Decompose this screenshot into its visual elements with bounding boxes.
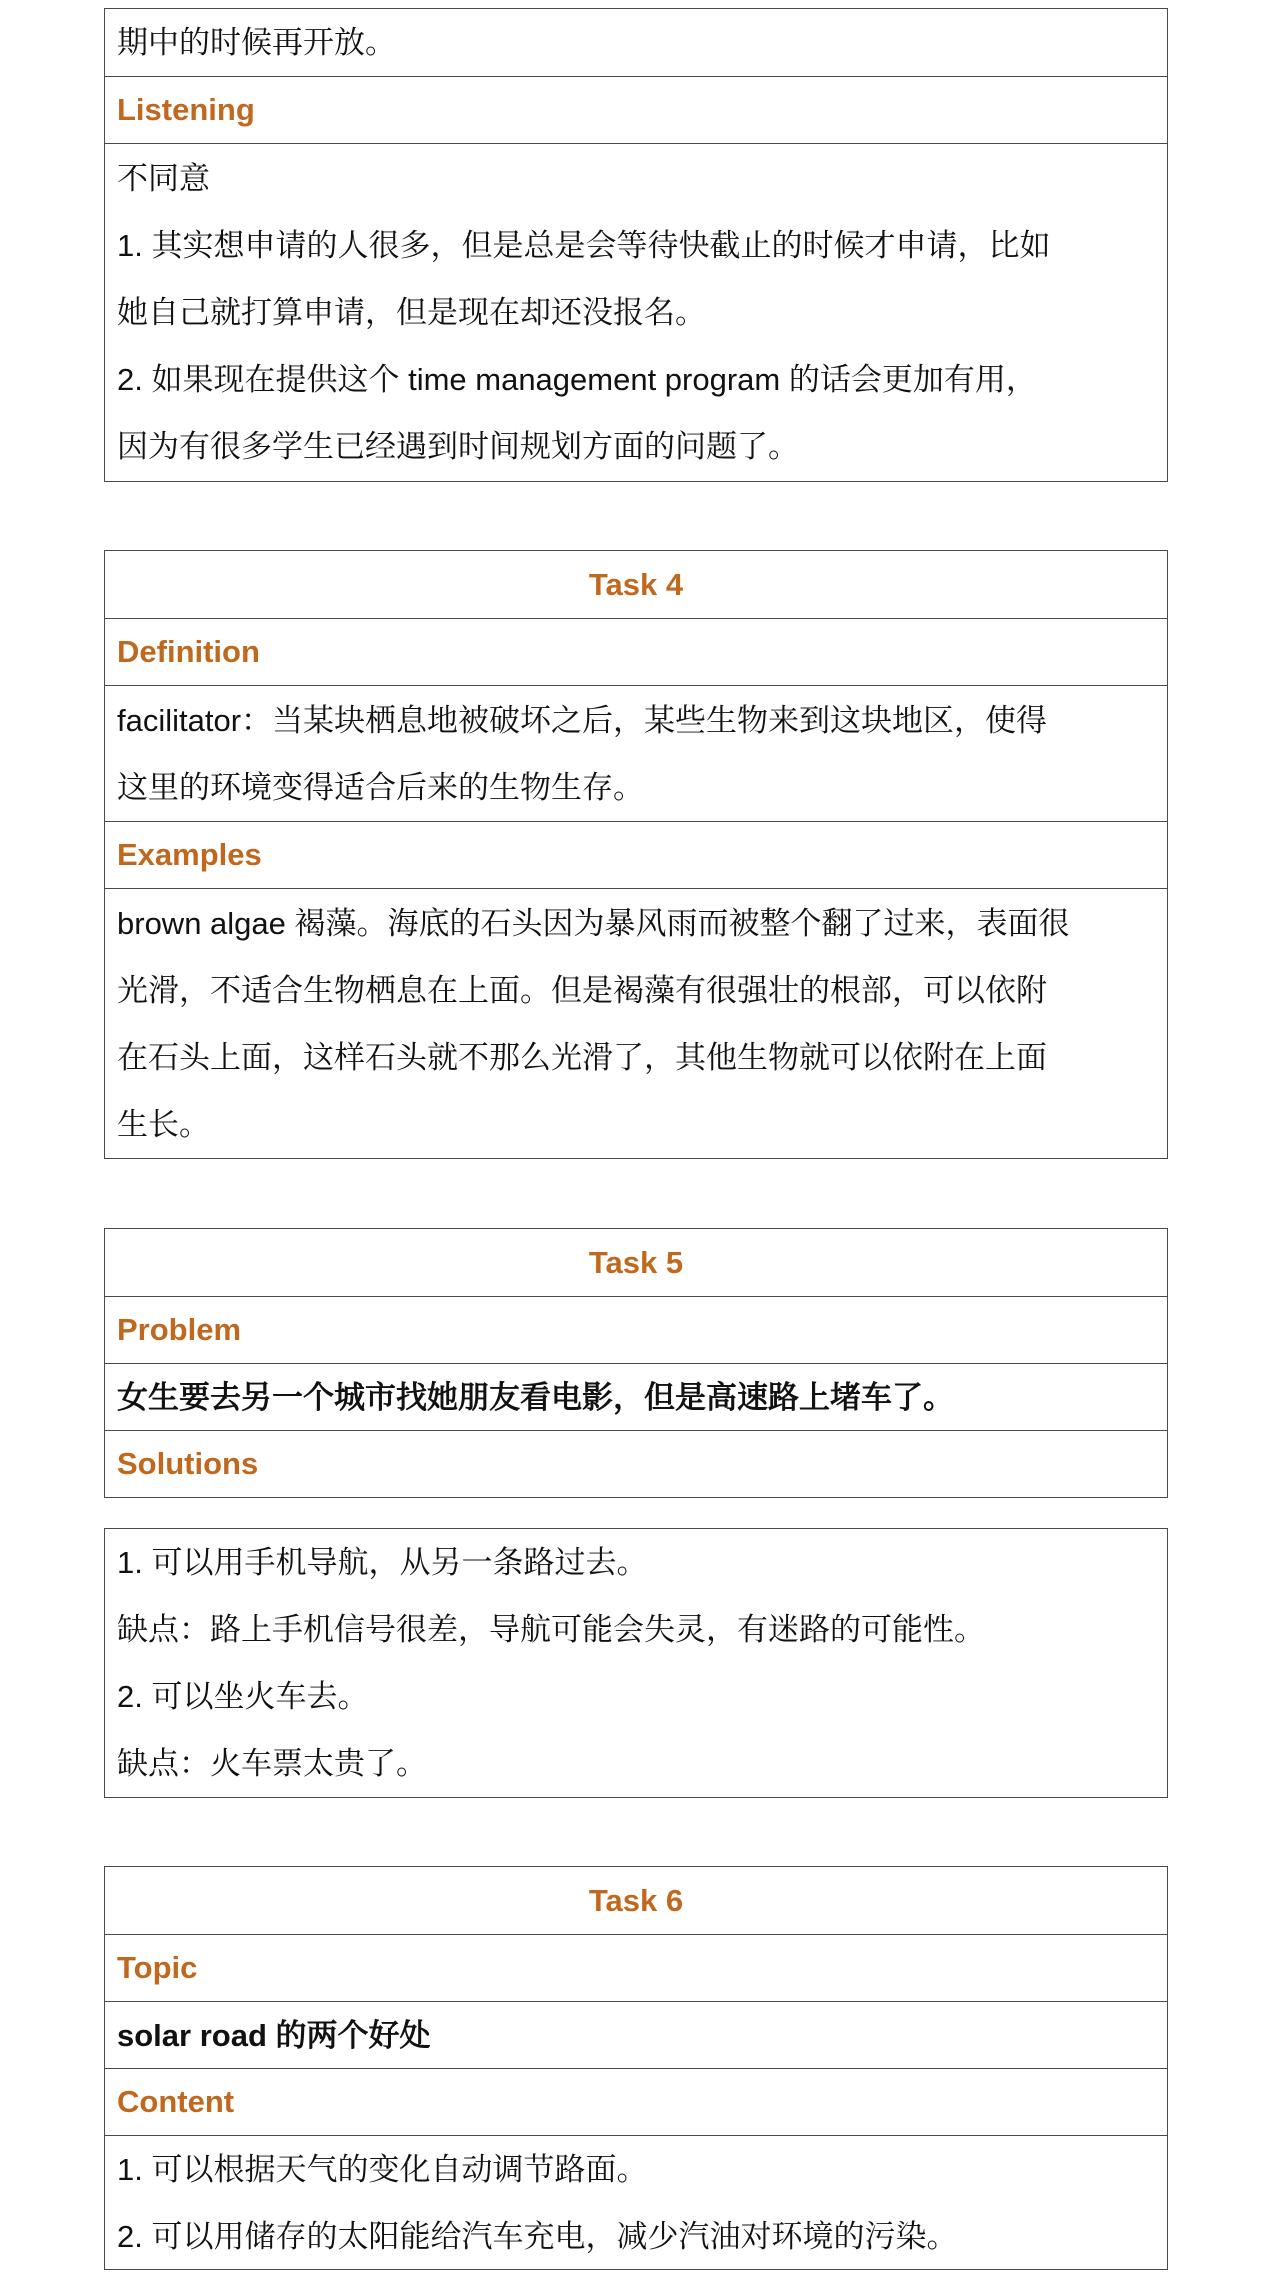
point1-line1: 1. 其实想申请的人很多，但是总是会等待快截止的时候才申请，比如 [117,228,1051,263]
task4-title: Task 4 [588,566,684,602]
task4-header-row [105,551,1167,618]
solution1-con: 缺点：路上手机信号很差，导航可能会失灵，有迷路的可能性。 [117,1611,985,1647]
task5-solutions-table [104,1528,1168,1798]
definition-label: Definition [117,634,260,669]
solution1: 1. 可以用手机导航，从另一条路过去。 [117,1544,648,1580]
topic-label-row [105,1934,1167,2001]
point2-line1: 2. 如果现在提供这个 time management program 的话会更加有用， [117,362,1037,397]
examples-line2: 光滑，不适合生物栖息在上面。但是褐藻有很强壮的根部，可以依附 [117,972,1047,1008]
task6-header-row [105,1867,1167,1934]
definition-content-row [105,685,1167,821]
examples-label-row [105,821,1167,888]
opinion-text: 不同意 [117,161,210,196]
solutions-label-row [105,1430,1167,1497]
definition-label-row [105,618,1167,685]
task6-table [104,1866,1168,2270]
content-item2: 2. 可以用储存的太阳能给汽车充电，减少汽油对环境的污染。 [117,2218,958,2254]
content-label: Content [117,2084,235,2119]
solution2: 2. 可以坐火车去。 [117,1678,369,1714]
content-items-row [105,2135,1167,2269]
topic-text: solar road 的两个好处 [117,2017,431,2053]
definition-line2: 这里的环境变得适合后来的生物生存。 [117,769,644,805]
content-label-row [105,2068,1167,2135]
listening-label: Listening [117,92,255,127]
examples-line1: brown algae 褐藻。海底的石头因为暴风雨而被整个翻了过来，表面很 [117,905,1070,941]
task4-table [104,550,1168,1159]
intro-text: 期中的时候再开放。 [117,25,396,60]
content-item1: 1. 可以根据天气的变化自动调节路面。 [117,2151,648,2187]
topic-label: Topic [117,1950,198,1985]
solution2-con: 缺点：火车票太贵了。 [117,1745,427,1781]
problem-label: Problem [117,1312,242,1347]
solutions-label: Solutions [117,1446,259,1481]
listening-content-row [105,143,1167,481]
task5-header-row [105,1229,1167,1296]
definition-line1: facilitator：当某块栖息地被破坏之后，某些生物来到这块地区，使得 [117,702,1048,738]
task6-title: Task 6 [588,1882,684,1918]
examples-content-row [105,888,1167,1158]
point2-line2: 因为有很多学生已经遇到时间规划方面的问题了。 [117,429,799,464]
solutions-content-row [105,1529,1167,1796]
task3-continuation-table [104,8,1168,482]
problem-label-row [105,1296,1167,1363]
topic-content-row [105,2001,1167,2068]
problem-text: 女生要去另一个城市找她朋友看电影，但是高速路上堵车了。 [117,1379,954,1415]
task5-title: Task 5 [588,1244,684,1280]
examples-line3: 在石头上面，这样石头就不那么光滑了，其他生物就可以依附在上面 [117,1039,1047,1075]
listening-label-row [105,76,1167,143]
examples-line4: 生长。 [117,1106,210,1142]
examples-label: Examples [117,837,262,872]
intro-row [105,9,1167,76]
problem-content-row [105,1363,1167,1430]
point1-line2: 她自己就打算申请，但是现在却还没报名。 [117,295,706,330]
task5-table [104,1228,1168,1498]
